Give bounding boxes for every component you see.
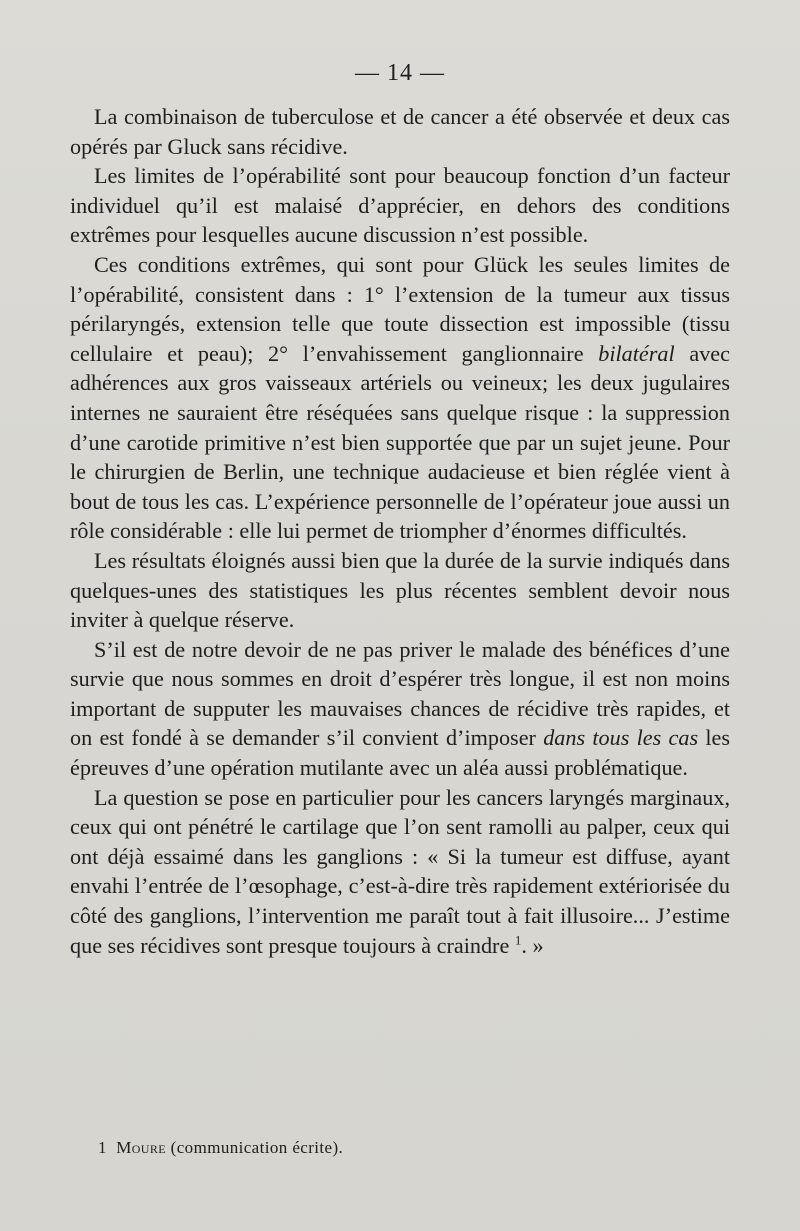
page-body	[70, 102, 730, 960]
paragraph-5-end: les épreuves d’une opération mutilante avec un aléa aussi problématique.	[70, 725, 730, 781]
footnote-number: 1	[98, 1138, 107, 1157]
footnote-text: (communication écrite).	[166, 1138, 344, 1157]
paragraph-6-start: La question se pose en particulier pour les cancers laryngés marginaux, ceux qui ont pénétré le cartilage que l’on sent ramolli au palper, ceux qui ont déjà essaimé dans les ganglions : « Si la tumeur est diffuse, ayant envahi l’entrée de l’œsophage, c’est-à-dire très rapidement extériorisée du côté des ganglions, l’intervention me paraît tout à fait illusoire... J’estime que ses récidives sont presque toujours à craindre	[70, 784, 730, 958]
paragraph-5	[70, 635, 730, 783]
footnote	[98, 1138, 343, 1158]
page-number: — 14 —	[355, 60, 445, 86]
paragraph-2: Les limites de l’opérabilité sont pour beaucoup fonction d’un facteur individuel qu’il est malaisé d’apprécier, en dehors des conditions extrêmes pour lesquelles aucune discussion n’est possible.	[70, 163, 730, 248]
paragraph-1: La combinaison de tuberculose et de cancer a été observée et deux cas opérés par Gluck sans récidive.	[70, 104, 730, 159]
paragraph-6-end: . »	[521, 932, 544, 958]
paragraph-3	[70, 250, 730, 546]
paragraph-4: Les résultats éloignés aussi bien que la durée de la survie indiqués dans quelques-unes des statistiques les plus récentes semblent devoir nous inviter à quelque réserve.	[70, 547, 730, 633]
paragraph-3-end: avec adhérences aux gros vaisseaux artériels ou veineux; les deux jugulaires internes ne sauraient être réséquées sans quelque risque : la suppression d’une carotide primitive n’est bien supportée que par un sujet jeune. Pour le chirurgien de Berlin, une technique audacieuse et bien réglée vient à bout de tous les cas. L’expérience personnelle de l’opérateur joue aussi un rôle considérable : elle lui permet de triompher d’énormes difficultés.	[70, 340, 730, 544]
paragraph-3-emphasis: bilatéral	[598, 340, 675, 366]
paragraph-6	[70, 783, 730, 961]
paragraph-5-start: S’il est de notre devoir de ne pas priver le malade des bénéfices d’une survie que nous sommes en droit d’espérer très longue, il est non moins important de supputer les mauvaises chances de récidive très rapides, et on est fondé à se demander s’il convient d’imposer	[70, 636, 730, 751]
paragraph-3-start: Ces conditions extrêmes, qui sont pour Glück les seules limites de l’opérabilité, consistent dans : 1° l’extension de la tumeur aux tissus périlaryngés, extension telle que toute dissection est impossible (tissu cellulaire et peau); 2° l’envahissement ganglionnaire	[70, 251, 730, 366]
paragraph-5-emphasis: dans tous les cas	[543, 725, 699, 751]
footnote-reference: 1	[514, 932, 522, 948]
footnote-author: Moure	[116, 1138, 167, 1157]
